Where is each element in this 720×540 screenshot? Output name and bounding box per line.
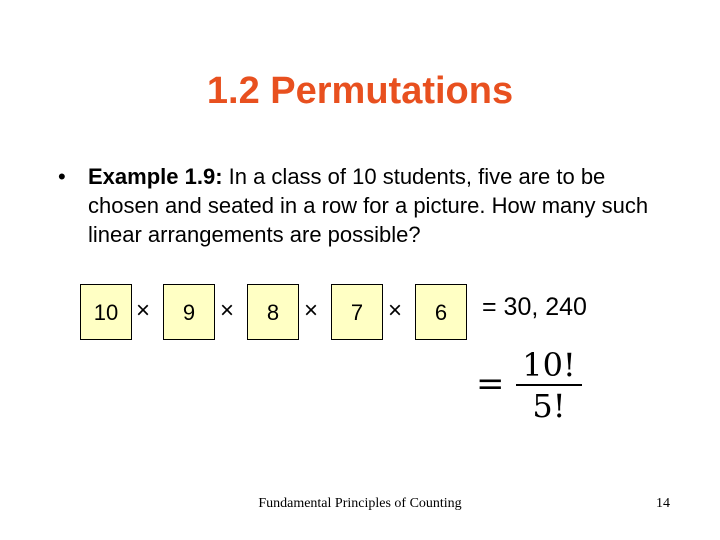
count-box-2: 9: [163, 284, 215, 340]
count-box-3: 8: [247, 284, 299, 340]
bullet-icon: •: [58, 164, 66, 189]
times-symbol-4: ×: [388, 297, 403, 324]
slide-footer: Fundamental Principles of Counting: [258, 496, 462, 511]
times-symbol-3: ×: [304, 297, 319, 324]
factorial-fraction: [476, 346, 596, 430]
fraction-numerator: 10!: [522, 346, 576, 384]
slide-title: 1.2 Permutations: [206, 70, 514, 112]
bullet-body: In a class of 10 students, five are to be chosen and seated in a row for a picture. How many such linear arrangements are possible?: [88, 164, 649, 247]
bullet-example: [58, 162, 668, 249]
page-number: 14: [656, 496, 670, 511]
count-box-1: 10: [80, 284, 132, 340]
count-box-4: 7: [331, 284, 383, 340]
fraction-denominator: 5!: [532, 387, 566, 425]
result-value: = 30, 240: [482, 293, 587, 321]
times-symbol-2: ×: [220, 297, 235, 324]
fraction-equals: =: [476, 364, 505, 404]
bullet-lead: Example 1.9:: [88, 164, 223, 189]
bullet-text: [88, 162, 668, 249]
fraction-body: [514, 346, 584, 426]
count-box-5: 6: [415, 284, 467, 340]
times-symbol-1: ×: [136, 297, 151, 324]
